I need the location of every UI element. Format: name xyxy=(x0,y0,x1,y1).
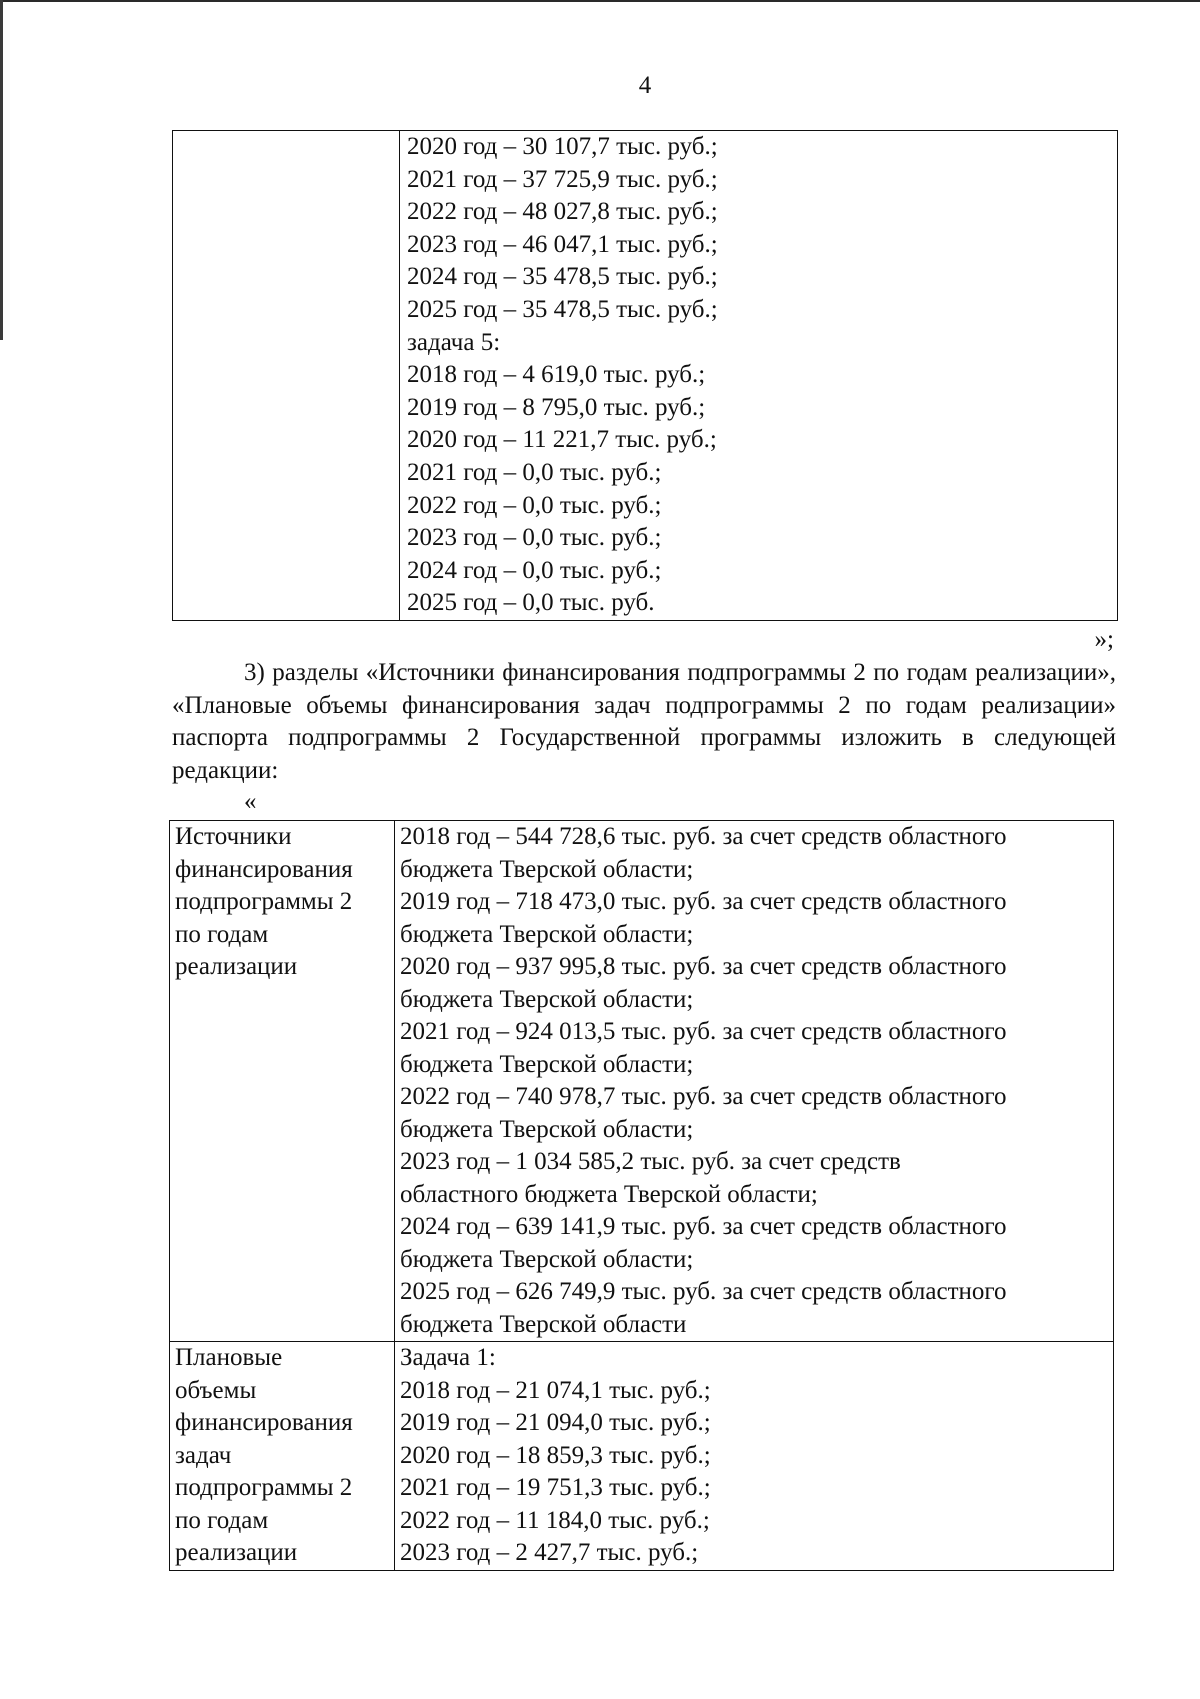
body-paragraph: 3) разделы «Источники финансирования подпрограммы 2 по годам реализации», «Плановые объемы финансирования задач подпрограммы 2 по годам реализации» паспорта подпрограммы 2 Государственной программы изложить в следующей редакции: xyxy=(172,659,1116,784)
table-cell-values xyxy=(395,1342,1114,1571)
value-line: 2018 год – 4 619,0 тыс. руб.; xyxy=(407,361,706,389)
closing-quote: »; xyxy=(1094,626,1114,653)
value-line: 2021 год – 0,0 тыс. руб.; xyxy=(407,458,662,486)
value-line: 2020 год – 11 221,7 тыс. руб.; xyxy=(407,426,717,454)
scan-edge-left xyxy=(0,0,3,340)
value-line: 2019 год – 21 094,0 тыс. руб.; xyxy=(400,1409,711,1436)
label-line: подпрограммы 2 xyxy=(175,888,353,915)
label-line: подпрограммы 2 xyxy=(175,1474,353,1501)
value-line: 2021 год – 37 725,9 тыс. руб.; xyxy=(407,165,718,193)
value-line: 2025 год – 0,0 тыс. руб. xyxy=(407,589,655,617)
value-line: бюджета Тверской области; xyxy=(400,1245,694,1273)
value-line: 2019 год – 8 795,0 тыс. руб.; xyxy=(407,393,706,421)
value-line: бюджета Тверской области; xyxy=(400,855,694,883)
value-line: 2023 год – 2 427,7 тыс. руб.; xyxy=(400,1539,699,1566)
value-line: Задача 1: xyxy=(400,1344,496,1371)
table-cell-label xyxy=(170,821,395,1342)
page-number: 4 xyxy=(638,72,652,99)
table-cell-values xyxy=(400,131,1118,621)
label-line: реализации xyxy=(175,953,298,980)
value-line: областного бюджета Тверской области; xyxy=(400,1180,818,1208)
value-line: задача 5: xyxy=(407,328,501,356)
value-line: 2022 год – 48 027,8 тыс. руб.; xyxy=(407,198,718,226)
table-row xyxy=(170,1342,1114,1571)
table-cell-label-empty xyxy=(173,131,400,621)
value-line: 2018 год – 21 074,1 тыс. руб.; xyxy=(400,1376,711,1404)
value-line: 2023 год – 1 034 585,2 тыс. руб. за счет средств xyxy=(400,1148,901,1175)
funding-table-continuation xyxy=(172,130,1118,621)
label-line: Источники xyxy=(175,823,292,850)
value-line: бюджета Тверской области; xyxy=(400,920,694,948)
value-line: 2020 год – 937 995,8 тыс. руб. за счет средств областного xyxy=(400,953,1007,980)
table-cell-label xyxy=(170,1342,395,1571)
table-row xyxy=(173,131,1118,621)
value-line: 2024 год – 35 478,5 тыс. руб.; xyxy=(407,263,718,291)
value-line: бюджета Тверской области; xyxy=(400,1050,694,1078)
value-line: 2022 год – 740 978,7 тыс. руб. за счет средств областного xyxy=(400,1083,1007,1110)
value-line: 2020 год – 18 859,3 тыс. руб.; xyxy=(400,1441,711,1469)
label-line: финансирования xyxy=(175,1409,353,1436)
table-cell-values xyxy=(395,821,1114,1342)
value-line: 2018 год – 544 728,6 тыс. руб. за счет средств областного xyxy=(400,823,1007,850)
value-line: 2025 год – 35 478,5 тыс. руб.; xyxy=(407,295,718,323)
value-line: 2025 год – 626 749,9 тыс. руб. за счет средств областного xyxy=(400,1278,1007,1305)
label-line: реализации xyxy=(175,1539,298,1566)
value-line: 2023 год – 46 047,1 тыс. руб.; xyxy=(407,230,718,258)
label-line: по годам xyxy=(175,1506,269,1534)
value-line: 2022 год – 0,0 тыс. руб.; xyxy=(407,491,662,519)
opening-quote: « xyxy=(244,788,257,815)
label-line: объемы xyxy=(175,1376,257,1404)
value-line: 2021 год – 924 013,5 тыс. руб. за счет средств областного xyxy=(400,1018,1007,1045)
value-line: бюджета Тверской области; xyxy=(400,1115,694,1143)
label-line: Плановые xyxy=(175,1344,283,1371)
value-line: 2024 год – 639 141,9 тыс. руб. за счет средств областного xyxy=(400,1213,1007,1240)
value-line: 2022 год – 11 184,0 тыс. руб.; xyxy=(400,1506,710,1534)
label-line: по годам xyxy=(175,920,269,948)
table-row xyxy=(170,821,1114,1342)
label-line: финансирования xyxy=(175,855,353,883)
value-line: 2021 год – 19 751,3 тыс. руб.; xyxy=(400,1474,711,1501)
value-line: 2020 год – 30 107,7 тыс. руб.; xyxy=(407,133,718,160)
value-line: бюджета Тверской области; xyxy=(400,985,694,1013)
scan-edge-top xyxy=(0,0,1200,2)
value-line: 2019 год – 718 473,0 тыс. руб. за счет средств областного xyxy=(400,888,1007,915)
subprogram-2-passport-table xyxy=(169,820,1114,1571)
value-line: бюджета Тверской области xyxy=(400,1310,687,1338)
label-line: задач xyxy=(175,1441,232,1469)
value-line: 2024 год – 0,0 тыс. руб.; xyxy=(407,556,662,584)
value-line: 2023 год – 0,0 тыс. руб.; xyxy=(407,524,662,552)
